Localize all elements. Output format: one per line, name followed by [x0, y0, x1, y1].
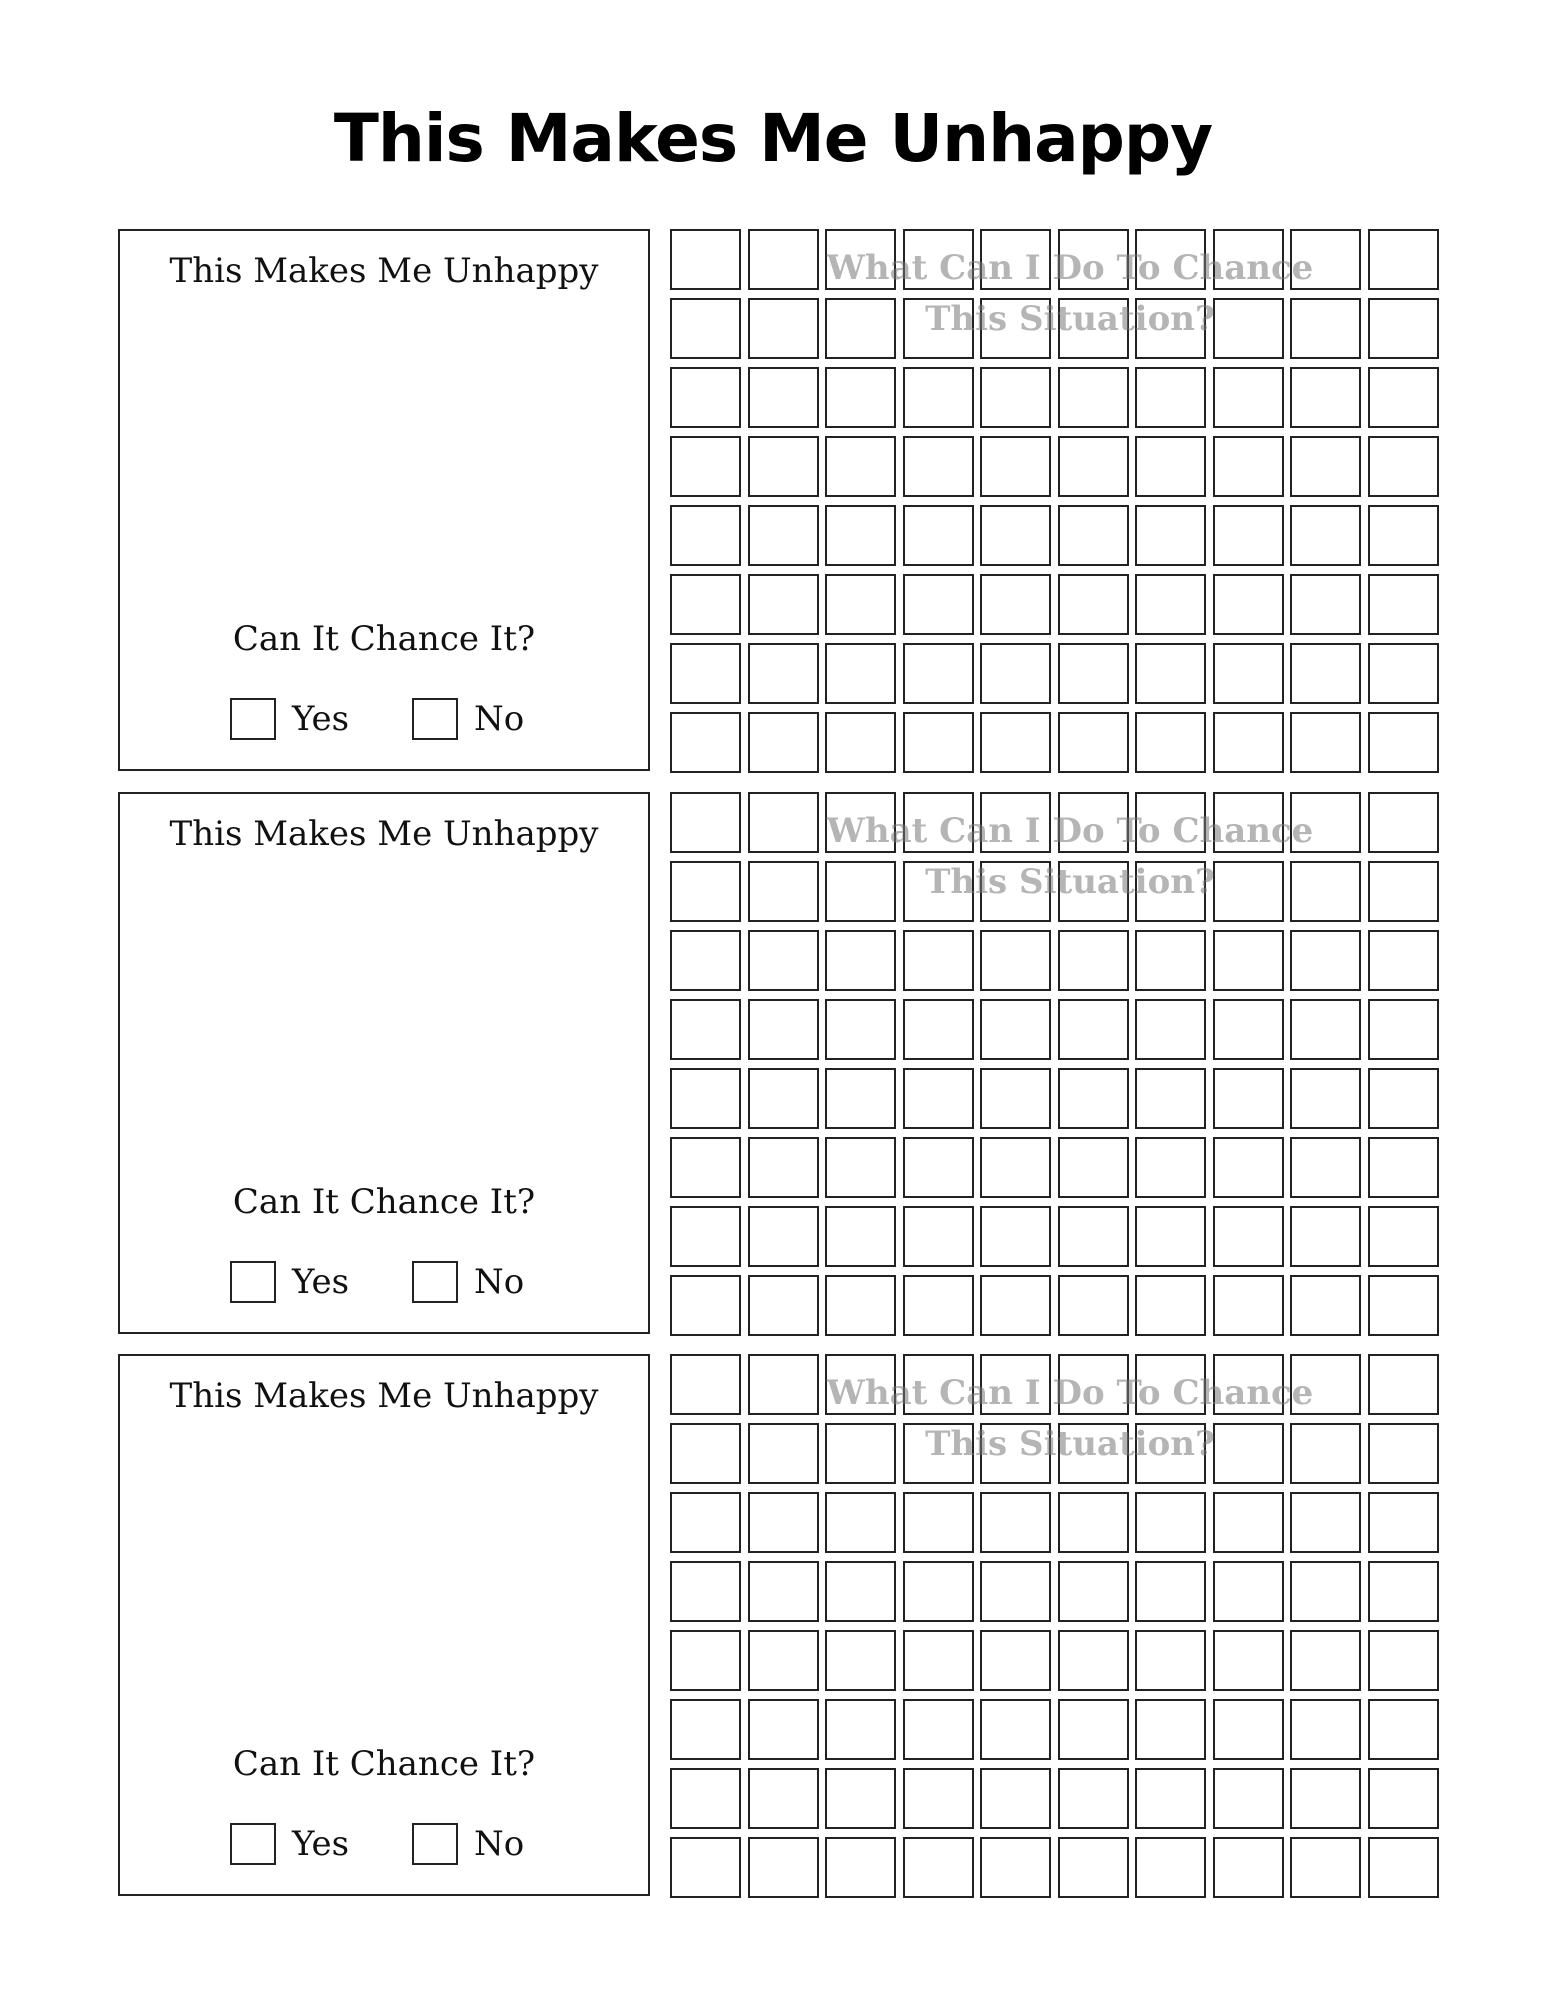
grid-cell[interactable]	[903, 1354, 974, 1415]
yes-checkbox[interactable]	[230, 698, 276, 740]
grid-cell[interactable]	[670, 861, 741, 922]
change-question: Can It Chance It?	[232, 1182, 536, 1222]
grid-cell[interactable]	[748, 1630, 819, 1691]
no-label: No	[474, 1262, 525, 1302]
grid-cell[interactable]	[1058, 1630, 1129, 1691]
grid-cell[interactable]	[670, 229, 741, 290]
grid-cell[interactable]	[1058, 999, 1129, 1060]
grid-cell[interactable]	[1290, 999, 1361, 1060]
grid-cell[interactable]	[1058, 436, 1129, 497]
grid-cell[interactable]	[748, 1354, 819, 1415]
grid-cell[interactable]	[1213, 1492, 1284, 1553]
grid-cell[interactable]	[1213, 436, 1284, 497]
grid-prompt-line-1: What Can I Do To Chance	[826, 811, 1314, 851]
grid-cell[interactable]	[1135, 1837, 1206, 1898]
grid-cell[interactable]	[670, 1423, 741, 1484]
grid-cell[interactable]	[825, 1561, 896, 1622]
grid-cell[interactable]	[903, 574, 974, 635]
grid-cell[interactable]	[1213, 792, 1284, 853]
situation-box[interactable]	[118, 792, 650, 1334]
grid-cell[interactable]	[1290, 930, 1361, 991]
grid-cell[interactable]	[1213, 861, 1284, 922]
grid-cell[interactable]	[1058, 1137, 1129, 1198]
grid-cell[interactable]	[903, 229, 974, 290]
grid-cell[interactable]	[1213, 1630, 1284, 1691]
grid-cell[interactable]	[1290, 436, 1361, 497]
grid-cell[interactable]	[980, 505, 1051, 566]
grid-cell[interactable]	[748, 1275, 819, 1336]
grid-cell[interactable]	[903, 1423, 974, 1484]
grid-cell[interactable]	[1368, 861, 1439, 922]
grid-cell[interactable]	[670, 367, 741, 428]
grid-cell[interactable]	[748, 1699, 819, 1760]
grid-cell[interactable]	[670, 436, 741, 497]
grid-cell[interactable]	[1368, 1206, 1439, 1267]
grid-cell[interactable]	[1135, 1561, 1206, 1622]
grid-cell[interactable]	[903, 1206, 974, 1267]
yes-label: Yes	[292, 699, 350, 739]
grid-cell[interactable]	[903, 1561, 974, 1622]
grid-cell[interactable]	[1213, 1354, 1284, 1415]
grid-cell[interactable]	[1058, 1768, 1129, 1829]
grid-cell[interactable]	[903, 792, 974, 853]
grid-cell[interactable]	[980, 1837, 1051, 1898]
grid-cell[interactable]	[903, 436, 974, 497]
yes-checkbox[interactable]	[230, 1261, 276, 1303]
grid-cell[interactable]	[980, 1699, 1051, 1760]
grid-cell[interactable]	[748, 792, 819, 853]
grid-cell[interactable]	[980, 712, 1051, 773]
grid-cell[interactable]	[1368, 1354, 1439, 1415]
grid-cell[interactable]	[903, 1768, 974, 1829]
grid-cell[interactable]	[1213, 1837, 1284, 1898]
grid-cell[interactable]	[748, 1561, 819, 1622]
grid-cell[interactable]	[825, 1206, 896, 1267]
grid-cell[interactable]	[748, 505, 819, 566]
writing-grid	[670, 1354, 1438, 1899]
grid-cell[interactable]	[1135, 712, 1206, 773]
no-label: No	[474, 1824, 525, 1864]
grid-cell[interactable]	[1290, 1699, 1361, 1760]
grid-cell[interactable]	[1290, 1561, 1361, 1622]
grid-cell[interactable]	[1135, 229, 1206, 290]
grid-cell[interactable]	[1135, 1492, 1206, 1553]
grid-cell[interactable]	[1135, 792, 1206, 853]
grid-cell[interactable]	[1290, 1068, 1361, 1129]
no-checkbox[interactable]	[412, 1823, 458, 1865]
grid-cell[interactable]	[1368, 1068, 1439, 1129]
grid-cell[interactable]	[825, 367, 896, 428]
grid-cell[interactable]	[825, 1068, 896, 1129]
grid-cell[interactable]	[748, 1137, 819, 1198]
grid-cell[interactable]	[1368, 298, 1439, 359]
grid-cell[interactable]	[1290, 1206, 1361, 1267]
situation-box-title: This Makes Me Unhappy	[169, 251, 599, 291]
grid-cell[interactable]	[825, 1837, 896, 1898]
grid-cell[interactable]	[1290, 1492, 1361, 1553]
grid-cell[interactable]	[1058, 1423, 1129, 1484]
grid-cell[interactable]	[1135, 930, 1206, 991]
grid-cell[interactable]	[670, 712, 741, 773]
grid-cell[interactable]	[1368, 1768, 1439, 1829]
grid-cell[interactable]	[825, 999, 896, 1060]
grid-cell[interactable]	[1058, 1492, 1129, 1553]
grid-cell[interactable]	[1368, 1275, 1439, 1336]
worksheet-section-3	[0, 1354, 1546, 1899]
grid-cell[interactable]	[1058, 1837, 1129, 1898]
grid-cell[interactable]	[1135, 1137, 1206, 1198]
grid-cell[interactable]	[1368, 643, 1439, 704]
grid-cell[interactable]	[980, 1275, 1051, 1336]
grid-cell[interactable]	[980, 792, 1051, 853]
grid-cell[interactable]	[980, 1561, 1051, 1622]
grid-cell[interactable]	[1135, 1699, 1206, 1760]
grid-cell[interactable]	[1368, 229, 1439, 290]
situation-box-title: This Makes Me Unhappy	[169, 814, 599, 854]
grid-cell[interactable]	[825, 436, 896, 497]
no-option[interactable]	[412, 1822, 524, 1866]
grid-cell[interactable]	[1058, 930, 1129, 991]
grid-cell[interactable]	[903, 930, 974, 991]
grid-cell[interactable]	[980, 229, 1051, 290]
grid-cell[interactable]	[748, 1768, 819, 1829]
grid-cell[interactable]	[903, 298, 974, 359]
grid-cell[interactable]	[670, 1837, 741, 1898]
situation-box[interactable]	[118, 229, 650, 771]
grid-cell[interactable]	[748, 1068, 819, 1129]
grid-cell[interactable]	[1290, 792, 1361, 853]
grid-cell[interactable]	[670, 643, 741, 704]
grid-cell[interactable]	[748, 1206, 819, 1267]
change-question: Can It Chance It?	[232, 1744, 536, 1784]
grid-cell[interactable]	[1135, 1068, 1206, 1129]
grid-cell[interactable]	[825, 792, 896, 853]
grid-cell[interactable]	[1290, 367, 1361, 428]
grid-cell[interactable]	[670, 1354, 741, 1415]
grid-cell[interactable]	[1058, 1068, 1129, 1129]
grid-cell[interactable]	[1058, 298, 1129, 359]
grid-cell[interactable]	[1290, 643, 1361, 704]
grid-prompt-line-2: This Situation?	[925, 1424, 1215, 1464]
grid-cell[interactable]	[1135, 574, 1206, 635]
grid-cell[interactable]	[748, 574, 819, 635]
grid-cell[interactable]	[1058, 367, 1129, 428]
grid-cell[interactable]	[825, 712, 896, 773]
grid-cell[interactable]	[903, 1837, 974, 1898]
grid-cell[interactable]	[1135, 999, 1206, 1060]
grid-cell[interactable]	[1290, 1275, 1361, 1336]
grid-cell[interactable]	[1213, 930, 1284, 991]
grid-cell[interactable]	[825, 1768, 896, 1829]
grid-cell[interactable]	[670, 930, 741, 991]
grid-cell[interactable]	[1058, 861, 1129, 922]
grid-cell[interactable]	[980, 1137, 1051, 1198]
grid-cell[interactable]	[825, 1492, 896, 1553]
grid-cell[interactable]	[903, 1492, 974, 1553]
grid-cell[interactable]	[1135, 1354, 1206, 1415]
no-option[interactable]	[412, 697, 524, 741]
worksheet-section-2	[0, 792, 1546, 1337]
grid-cell[interactable]	[748, 643, 819, 704]
grid-cell[interactable]	[903, 1630, 974, 1691]
no-label: No	[474, 699, 525, 739]
grid-cell[interactable]	[748, 1423, 819, 1484]
grid-cell[interactable]	[1135, 1206, 1206, 1267]
grid-cell[interactable]	[670, 1630, 741, 1691]
grid-cell[interactable]	[1058, 792, 1129, 853]
grid-cell[interactable]	[980, 1768, 1051, 1829]
grid-cell[interactable]	[670, 1768, 741, 1829]
grid-cell[interactable]	[1135, 1275, 1206, 1336]
grid-cell[interactable]	[1290, 1354, 1361, 1415]
grid-cell[interactable]	[1135, 643, 1206, 704]
grid-cell[interactable]	[1368, 1630, 1439, 1691]
grid-cell[interactable]	[1290, 1630, 1361, 1691]
grid-cell[interactable]	[825, 643, 896, 704]
grid-cell[interactable]	[1058, 1561, 1129, 1622]
grid-cell[interactable]	[670, 574, 741, 635]
grid-cell[interactable]	[980, 999, 1051, 1060]
grid-cell[interactable]	[980, 298, 1051, 359]
grid-cell[interactable]	[1290, 861, 1361, 922]
grid-cell[interactable]	[748, 712, 819, 773]
grid-cell[interactable]	[1290, 505, 1361, 566]
worksheet-section-1	[0, 229, 1546, 774]
grid-cell[interactable]	[748, 1837, 819, 1898]
no-option[interactable]	[412, 1260, 524, 1304]
grid-cell[interactable]	[670, 1275, 741, 1336]
grid-prompt-line-1: What Can I Do To Chance	[826, 248, 1314, 288]
grid-cell[interactable]	[748, 436, 819, 497]
grid-cell[interactable]	[903, 643, 974, 704]
grid-cell[interactable]	[825, 229, 896, 290]
grid-cell[interactable]	[1290, 298, 1361, 359]
grid-cell[interactable]	[1135, 1768, 1206, 1829]
grid-cell[interactable]	[1135, 367, 1206, 428]
grid-cell[interactable]	[903, 1137, 974, 1198]
grid-cell[interactable]	[1135, 1630, 1206, 1691]
no-checkbox[interactable]	[412, 1261, 458, 1303]
grid-cell[interactable]	[1213, 999, 1284, 1060]
grid-cell[interactable]	[1368, 999, 1439, 1060]
situation-box-title: This Makes Me Unhappy	[169, 1376, 599, 1416]
grid-cell[interactable]	[1368, 574, 1439, 635]
grid-cell[interactable]	[670, 1561, 741, 1622]
grid-cell[interactable]	[903, 1699, 974, 1760]
grid-cell[interactable]	[1135, 436, 1206, 497]
grid-cell[interactable]	[1213, 1768, 1284, 1829]
grid-cell[interactable]	[1368, 1137, 1439, 1198]
grid-cell[interactable]	[1213, 574, 1284, 635]
grid-cell[interactable]	[670, 298, 741, 359]
yes-label: Yes	[292, 1262, 350, 1302]
grid-cell[interactable]	[825, 574, 896, 635]
grid-cell[interactable]	[903, 861, 974, 922]
grid-cell[interactable]	[1368, 505, 1439, 566]
grid-cell[interactable]	[1368, 712, 1439, 773]
grid-cell[interactable]	[825, 505, 896, 566]
grid-cell[interactable]	[825, 298, 896, 359]
writing-grid	[670, 792, 1438, 1337]
no-checkbox[interactable]	[412, 698, 458, 740]
grid-prompt-line-2: This Situation?	[925, 862, 1215, 902]
grid-cell[interactable]	[1135, 505, 1206, 566]
grid-cell[interactable]	[1213, 1068, 1284, 1129]
grid-cell[interactable]	[825, 861, 896, 922]
grid-cell[interactable]	[1290, 229, 1361, 290]
grid-cell[interactable]	[980, 643, 1051, 704]
grid-cell[interactable]	[670, 505, 741, 566]
grid-cell[interactable]	[748, 367, 819, 428]
grid-cell[interactable]	[1368, 367, 1439, 428]
grid-cell[interactable]	[670, 999, 741, 1060]
grid-cell[interactable]	[1368, 436, 1439, 497]
grid-cell[interactable]	[1058, 229, 1129, 290]
grid-cell[interactable]	[1135, 1423, 1206, 1484]
grid-cell[interactable]	[670, 1492, 741, 1553]
grid-cell[interactable]	[1213, 643, 1284, 704]
grid-cell[interactable]	[1058, 712, 1129, 773]
grid-cell[interactable]	[1213, 367, 1284, 428]
grid-cell[interactable]	[670, 792, 741, 853]
page-title: This Makes Me Unhappy	[333, 100, 1213, 177]
writing-grid	[670, 229, 1438, 774]
grid-cell[interactable]	[1290, 574, 1361, 635]
yes-option[interactable]	[230, 1822, 349, 1866]
grid-cell[interactable]	[903, 999, 974, 1060]
grid-cell[interactable]	[980, 574, 1051, 635]
yes-label: Yes	[292, 1824, 350, 1864]
grid-cell[interactable]	[825, 1354, 896, 1415]
grid-cell[interactable]	[1213, 1423, 1284, 1484]
grid-cell[interactable]	[1290, 712, 1361, 773]
grid-cell[interactable]	[1213, 229, 1284, 290]
grid-cell[interactable]	[825, 1137, 896, 1198]
yes-checkbox[interactable]	[230, 1823, 276, 1865]
grid-cell[interactable]	[670, 1206, 741, 1267]
grid-cell[interactable]	[903, 1068, 974, 1129]
grid-cell[interactable]	[903, 1275, 974, 1336]
grid-cell[interactable]	[1213, 1699, 1284, 1760]
grid-cell[interactable]	[1368, 1423, 1439, 1484]
grid-cell[interactable]	[825, 1423, 896, 1484]
grid-cell[interactable]	[980, 930, 1051, 991]
grid-cell[interactable]	[1135, 861, 1206, 922]
grid-cell[interactable]	[825, 1275, 896, 1336]
grid-cell[interactable]	[748, 229, 819, 290]
grid-cell[interactable]	[903, 367, 974, 428]
grid-cell[interactable]	[1368, 1561, 1439, 1622]
grid-cell[interactable]	[980, 1068, 1051, 1129]
grid-cell[interactable]	[670, 1068, 741, 1129]
grid-cell[interactable]	[903, 712, 974, 773]
grid-cell[interactable]	[1290, 1423, 1361, 1484]
yes-option[interactable]	[230, 697, 349, 741]
grid-cell[interactable]	[1368, 1492, 1439, 1553]
grid-cell[interactable]	[1058, 1699, 1129, 1760]
grid-cell[interactable]	[1058, 1275, 1129, 1336]
grid-cell[interactable]	[748, 298, 819, 359]
grid-cell[interactable]	[670, 1137, 741, 1198]
grid-prompt-line-1: What Can I Do To Chance	[826, 1373, 1314, 1413]
grid-cell[interactable]	[1213, 712, 1284, 773]
grid-cell[interactable]	[1290, 1768, 1361, 1829]
grid-cell[interactable]	[825, 1630, 896, 1691]
grid-cell[interactable]	[1058, 1206, 1129, 1267]
grid-cell[interactable]	[980, 1423, 1051, 1484]
grid-cell[interactable]	[1135, 298, 1206, 359]
grid-cell[interactable]	[980, 436, 1051, 497]
grid-cell[interactable]	[1213, 298, 1284, 359]
grid-cell[interactable]	[748, 861, 819, 922]
grid-cell[interactable]	[1213, 1275, 1284, 1336]
grid-cell[interactable]	[1058, 574, 1129, 635]
grid-cell[interactable]	[748, 1492, 819, 1553]
grid-cell[interactable]	[825, 930, 896, 991]
grid-cell[interactable]	[1368, 930, 1439, 991]
grid-cell[interactable]	[825, 1699, 896, 1760]
grid-cell[interactable]	[980, 1206, 1051, 1267]
grid-cell[interactable]	[1290, 1837, 1361, 1898]
grid-cell[interactable]	[1058, 1354, 1129, 1415]
grid-cell[interactable]	[1368, 1837, 1439, 1898]
grid-cell[interactable]	[1058, 643, 1129, 704]
grid-cell[interactable]	[748, 930, 819, 991]
change-question: Can It Chance It?	[232, 619, 536, 659]
grid-cell[interactable]	[1290, 1137, 1361, 1198]
yes-option[interactable]	[230, 1260, 349, 1304]
grid-cell[interactable]	[980, 861, 1051, 922]
grid-cell[interactable]	[1058, 505, 1129, 566]
grid-cell[interactable]	[670, 1699, 741, 1760]
situation-box[interactable]	[118, 1354, 650, 1896]
grid-cell[interactable]	[980, 1630, 1051, 1691]
grid-cell[interactable]	[1368, 792, 1439, 853]
grid-cell[interactable]	[1213, 1137, 1284, 1198]
grid-cell[interactable]	[1213, 1206, 1284, 1267]
grid-cell[interactable]	[1368, 1699, 1439, 1760]
grid-cell[interactable]	[980, 367, 1051, 428]
grid-cell[interactable]	[980, 1492, 1051, 1553]
grid-cell[interactable]	[748, 999, 819, 1060]
grid-cell[interactable]	[903, 505, 974, 566]
grid-cell[interactable]	[1213, 1561, 1284, 1622]
grid-cell[interactable]	[1213, 505, 1284, 566]
grid-cell[interactable]	[980, 1354, 1051, 1415]
grid-prompt-line-2: This Situation?	[925, 299, 1215, 339]
